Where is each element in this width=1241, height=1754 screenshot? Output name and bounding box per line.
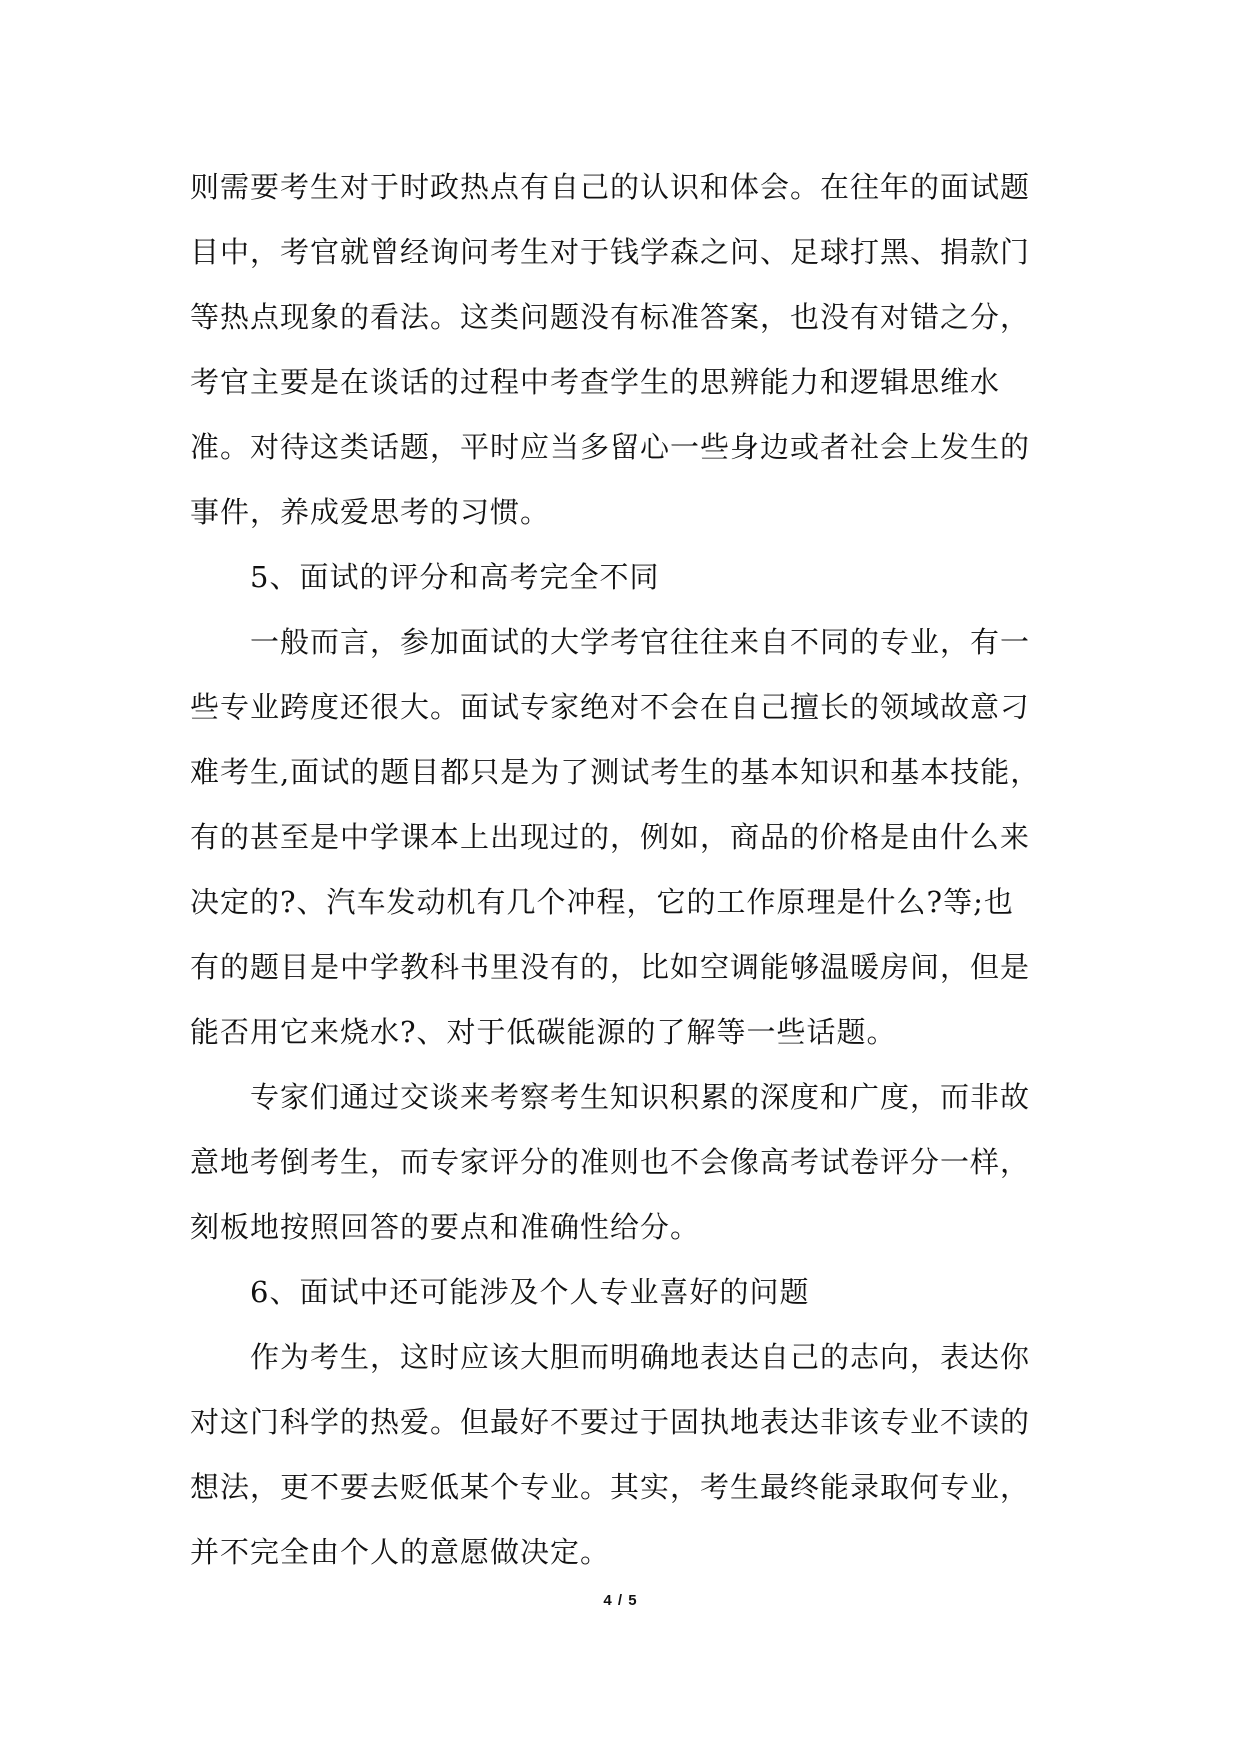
body-text-line: 决定的?、汽车发动机有几个冲程，它的工作原理是什么?等;也: [190, 885, 1014, 919]
body-text-line: 考官主要是在谈话的过程中考查学生的思辨能力和逻辑思维水: [190, 365, 1001, 399]
body-text-line: 有的题目是中学教科书里没有的，比如空调能够温暖房间，但是: [190, 950, 1031, 984]
body-text-line: 专家们通过交谈来考察考生知识积累的深度和广度，而非故: [250, 1080, 1031, 1114]
body-text-line: 一般而言，参加面试的大学考官往往来自不同的专业，有一: [250, 625, 1031, 659]
body-text-line: 作为考生，这时应该大胆而明确地表达自己的志向，表达你: [250, 1340, 1031, 1374]
body-text-line: 准。对待这类话题，平时应当多留心一些身边或者社会上发生的: [190, 430, 1031, 464]
body-text-line: 并不完全由个人的意愿做决定。: [190, 1535, 611, 1569]
body-text-line: 等热点现象的看法。这类问题没有标准答案，也没有对错之分，: [190, 300, 1031, 334]
body-text-line: 刻板地按照回答的要点和准确性给分。: [190, 1210, 701, 1244]
body-text-line: 意地考倒考生，而专家评分的准则也不会像高考试卷评分一样，: [190, 1145, 1031, 1179]
body-text-line: 对这门科学的热爱。但最好不要过于固执地表达非该专业不读的: [190, 1405, 1031, 1439]
body-text-line: 则需要考生对于时政热点有自己的认识和体会。在往年的面试题: [190, 170, 1031, 204]
body-text-line: 事件，养成爱思考的习惯。: [190, 495, 551, 529]
body-text-line: 些专业跨度还很大。面试专家绝对不会在自己擅长的领域故意刁: [190, 690, 1031, 724]
section-heading: 6、面试中还可能涉及个人专业喜好的问题: [250, 1275, 810, 1309]
body-text-line: 能否用它来烧水?、对于低碳能源的了解等一些话题。: [190, 1015, 897, 1049]
body-text-line: 目中，考官就曾经询问考生对于钱学森之问、足球打黑、捐款门: [190, 235, 1031, 269]
body-text-line: 有的甚至是中学课本上出现过的，例如，商品的价格是由什么来: [190, 820, 1031, 854]
body-text-line: 想法，更不要去贬低某个专业。其实，考生最终能录取何专业，: [190, 1470, 1031, 1504]
section-heading: 5、面试的评分和高考完全不同: [250, 560, 660, 594]
page-number: 4 / 5: [603, 1592, 638, 1609]
document-body: [190, 155, 1050, 1585]
body-text-line: 难考生,面试的题目都只是为了测试考生的基本知识和基本技能，: [190, 755, 1041, 789]
